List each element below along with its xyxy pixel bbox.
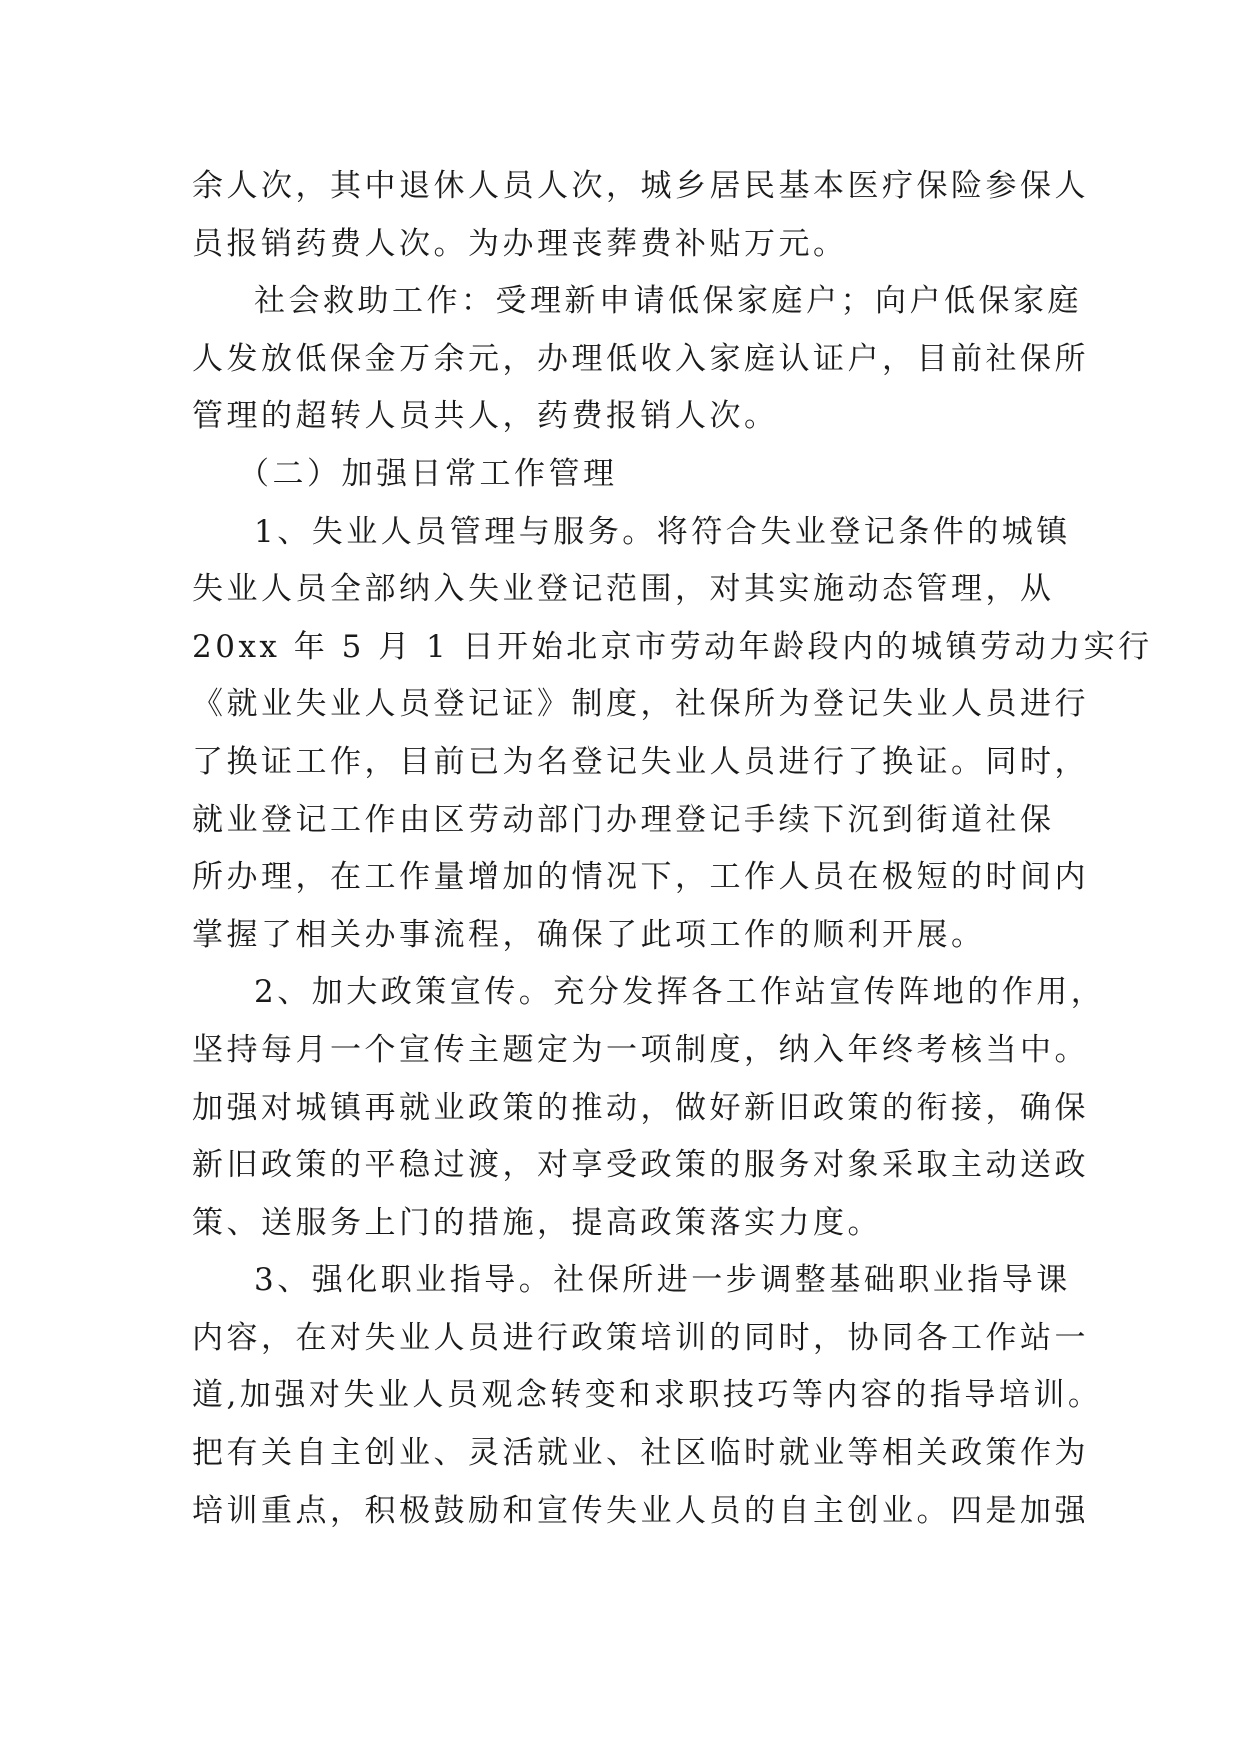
text-line: 道,加强对失业人员观念转变和求职技巧等内容的指导培训。 [192,1377,1103,1414]
text-line: 内容，在对失业人员进行政策培训的同时，协同各工作站一 [192,1319,1089,1356]
text-line: 新旧政策的平稳过渡，对享受政策的服务对象采取主动送政 [192,1147,1089,1184]
paragraph-start-line: 3、强化职业指导。社保所进一步调整基础职业指导课 [254,1262,1071,1299]
text-line: 了换证工作，目前已为名登记失业人员进行了换证。同时， [192,743,1089,780]
text-line: 员报销药费人次。为办理丧葬费补贴万元。 [192,225,848,262]
section-heading: （二）加强日常工作管理 [238,455,618,492]
text-line: 失业人员全部纳入失业登记范围，对其实施动态管理，从 [192,571,1055,608]
text-line: 所办理，在工作量增加的情况下，工作人员在极短的时间内 [192,859,1089,896]
text-line: 加强对城镇再就业政策的推动，做好新旧政策的衔接，确保 [192,1089,1089,1126]
text-line: 把有关自主创业、灵活就业、社区临时就业等相关政策作为 [192,1435,1089,1472]
document-body [192,158,1153,1540]
paragraph-start-line: 社会救助工作：受理新申请低保家庭户；向户低保家庭 [254,283,1082,320]
text-line: 坚持每月一个宣传主题定为一项制度，纳入年终考核当中。 [192,1031,1089,1068]
text-line: 策、送服务上门的措施，提高政策落实力度。 [192,1204,882,1241]
text-line: 就业登记工作由区劳动部门办理登记手续下沉到街道社保 [192,801,1055,838]
paragraph-start-line: 2、加大政策宣传。充分发挥各工作站宣传阵地的作用， [254,974,1106,1011]
text-line: 培训重点，积极鼓励和宣传失业人员的自主创业。四是加强 [192,1492,1089,1529]
paragraph-start-line: 1、失业人员管理与服务。将符合失业登记条件的城镇 [254,513,1071,550]
text-line: 余人次，其中退休人员人次，城乡居民基本医疗保险参保人 [192,168,1089,204]
text-line: 人发放低保金万余元，办理低收入家庭认证户，目前社保所 [192,340,1089,377]
text-line: 掌握了相关办事流程，确保了此项工作的顺利开展。 [192,916,986,953]
text-line: 《就业失业人员登记证》制度，社保所为登记失业人员进行 [192,686,1089,723]
text-line: 20xx 年 5 月 1 日开始北京市劳动年龄段内的城镇劳动力实行 [192,628,1153,665]
text-line: 管理的超转人员共人，药费报销人次。 [192,398,779,435]
